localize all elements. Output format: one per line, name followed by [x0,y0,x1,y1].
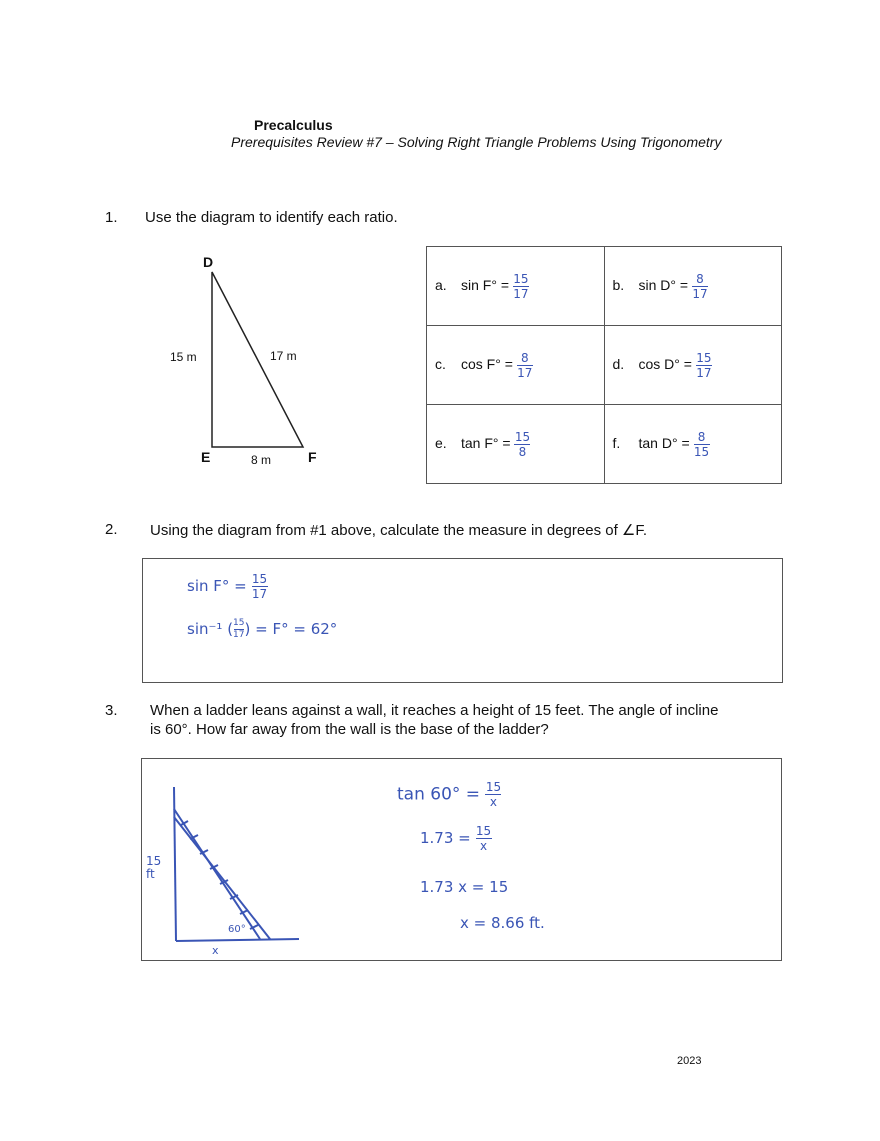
course-title: Precalculus [254,117,333,133]
ratio-cell-a: a. sin F° = $\frac{15}{17}$ [427,247,605,326]
q3-text-line1: When a ladder leans against a wall, it reaches a height of 15 feet. The angle of incline [150,702,719,719]
q1-number: 1. [105,209,118,226]
vertex-d: D [203,254,214,270]
q3-work-line3: 1.73 x = 15 [420,878,509,896]
q3-work-line2: 1.73 = $\frac{15}{x}$ [420,824,492,853]
side-ef-label: 8 m [251,453,272,467]
height-label: 15 ft [146,854,162,881]
triangle-diagram [160,245,340,475]
fraction: $\frac{8}{15}$ [693,429,710,459]
vertex-f: F [308,449,317,465]
ratio-table [426,246,782,484]
fraction: $\frac{15}{8}$ [514,429,531,459]
ratio-cell-b: b. sin D° = $\frac{8}{17}$ [604,247,782,326]
q3-number: 3. [105,702,118,719]
ratio-cell-d: d. cos D° = $\frac{15}{17}$ [604,326,782,405]
q2-text: Using the diagram from #1 above, calculate the measure in degrees of ∠F. [150,522,648,539]
worksheet-subtitle: Prerequisites Review #7 – Solving Right Triangle Problems Using Trigonometry [231,134,722,150]
vertex-e: E [201,449,211,465]
q3-answer-box [141,758,782,961]
ratio-cell-c: c. cos F° = $\frac{8}{17}$ [427,326,605,405]
footer-year: 2023 [677,1055,702,1067]
fraction: $\frac{15}{17}$ [696,350,712,380]
fraction: $\frac{8}{17}$ [517,350,533,380]
ratio-cell-e: e. tan F° = $\frac{15}{8}$ [427,405,605,484]
fraction: $\frac{8}{17}$ [692,271,708,301]
q1-text: Use the diagram to identify each ratio. [145,209,398,226]
side-df-label: 17 m [270,349,297,363]
angle-label: 60° [228,924,246,935]
q3-work-line4: x = 8.66 ft. [460,914,545,932]
q2-work-line1: sin F° = $\frac{15}{17}$ [187,572,268,601]
fraction: $\frac{15}{17}$ [513,271,529,301]
base-label: x [212,944,219,957]
q2-answer-box [142,558,783,683]
q2-number: 2. [105,521,118,538]
side-de-label: 15 m [170,350,197,364]
q2-work-line2: sin⁻¹ ( $\frac{15}{17}$ ) = F° = 62° [187,618,338,640]
q3-text-line2: is 60°. How far away from the wall is the base of the ladder? [150,721,549,738]
q3-work-line1: tan 60° = $\frac{15}{x}$ [397,780,502,809]
ratio-cell-f: f. tan D° = $\frac{8}{15}$ [604,405,782,484]
